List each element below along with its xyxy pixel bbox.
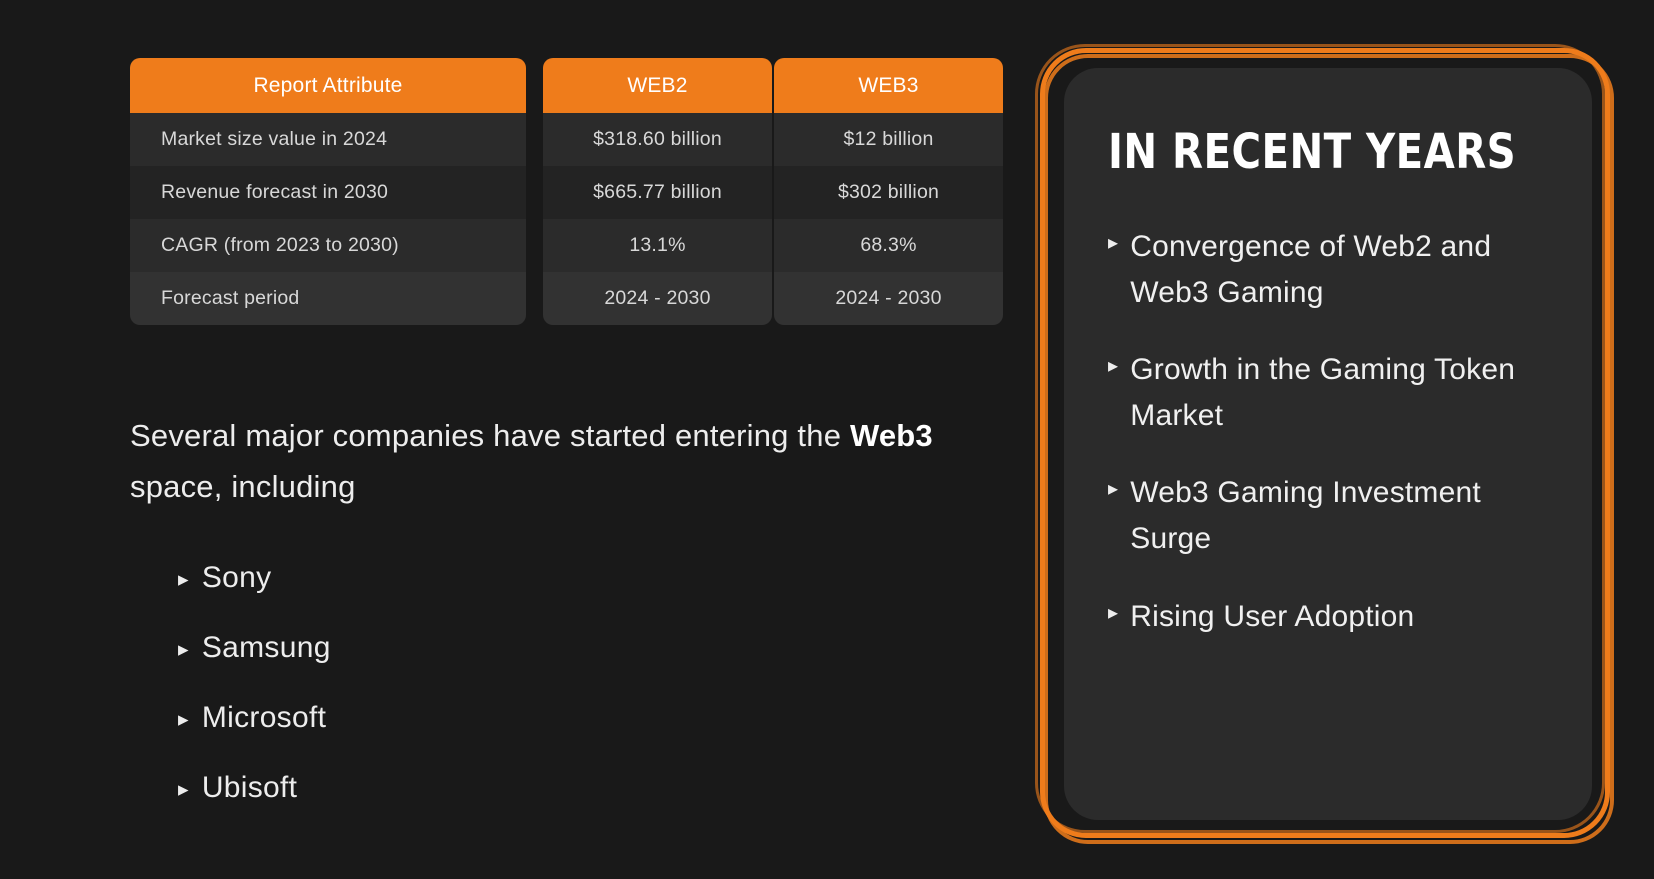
list-item (178, 683, 331, 753)
list-item (1108, 347, 1548, 438)
paragraph-emphasis: Web3 (849, 418, 933, 453)
list-item (178, 543, 331, 613)
table-column-web2 (543, 58, 772, 325)
table-column-web3 (774, 58, 1003, 325)
list-item-label: Web3 Gaming Investment Surge (1130, 476, 1481, 555)
triangle-bullet-icon: ▸ (1108, 478, 1119, 501)
list-item (178, 613, 331, 683)
triangle-bullet-icon: ▸ (178, 777, 189, 801)
table-cell-web3: 2024 - 2030 (774, 272, 1003, 325)
list-item-label: Growth in the Gaming Token Market (1130, 353, 1516, 432)
table-cell-web3: $302 billion (774, 166, 1003, 219)
table-cell-web3: 68.3% (774, 219, 1003, 272)
list-item-label: Rising User Adoption (1130, 599, 1415, 633)
table-cell-web3: $12 billion (774, 113, 1003, 166)
triangle-bullet-icon: ▸ (1108, 232, 1119, 254)
table-cell-attribute: Market size value in 2024 (130, 113, 526, 166)
list-item-label: Samsung (201, 631, 331, 664)
table-cell-web2: 13.1% (543, 219, 772, 272)
table-header-web3: WEB3 (774, 58, 1003, 113)
table-cell-web2: $665.77 billion (543, 166, 772, 219)
table-cell-web2: 2024 - 2030 (543, 272, 772, 325)
triangle-bullet-icon: ▸ (178, 637, 189, 661)
table-cell-web2: $318.60 billion (543, 113, 772, 166)
list-item-label: Microsoft (201, 701, 327, 734)
table-cell-attribute: Forecast period (130, 272, 526, 325)
company-list (178, 543, 331, 823)
triangle-bullet-icon: ▸ (178, 567, 189, 591)
table-cell-attribute: CAGR (from 2023 to 2030) (130, 219, 526, 272)
comparison-table (130, 58, 1003, 325)
intro-paragraph (130, 410, 990, 513)
list-item (178, 753, 331, 823)
list-item (1108, 224, 1548, 315)
table-header-attribute: Report Attribute (130, 58, 526, 113)
table-cell-attribute: Revenue forecast in 2030 (130, 166, 526, 219)
card-title: IN RECENT YEARS (1108, 124, 1517, 180)
table-header-web2: WEB2 (543, 58, 772, 113)
list-item (1108, 594, 1548, 640)
card-list (1108, 224, 1548, 639)
paragraph-text-after: space, including (130, 469, 356, 505)
table-values-group (543, 58, 1003, 325)
triangle-bullet-icon: ▸ (1108, 355, 1119, 378)
list-item-label: Sony (201, 561, 272, 594)
table-column-attribute (130, 58, 526, 325)
list-item-label: Ubisoft (201, 771, 298, 804)
recent-years-card (1040, 48, 1610, 838)
list-item-label: Convergence of Web2 and Web3 Gaming (1130, 230, 1492, 309)
card-body (1064, 68, 1592, 820)
list-item (1108, 470, 1548, 561)
triangle-bullet-icon: ▸ (178, 707, 189, 731)
paragraph-text-before: Several major companies have started entering the (130, 418, 850, 453)
triangle-bullet-icon: ▸ (1108, 601, 1119, 624)
